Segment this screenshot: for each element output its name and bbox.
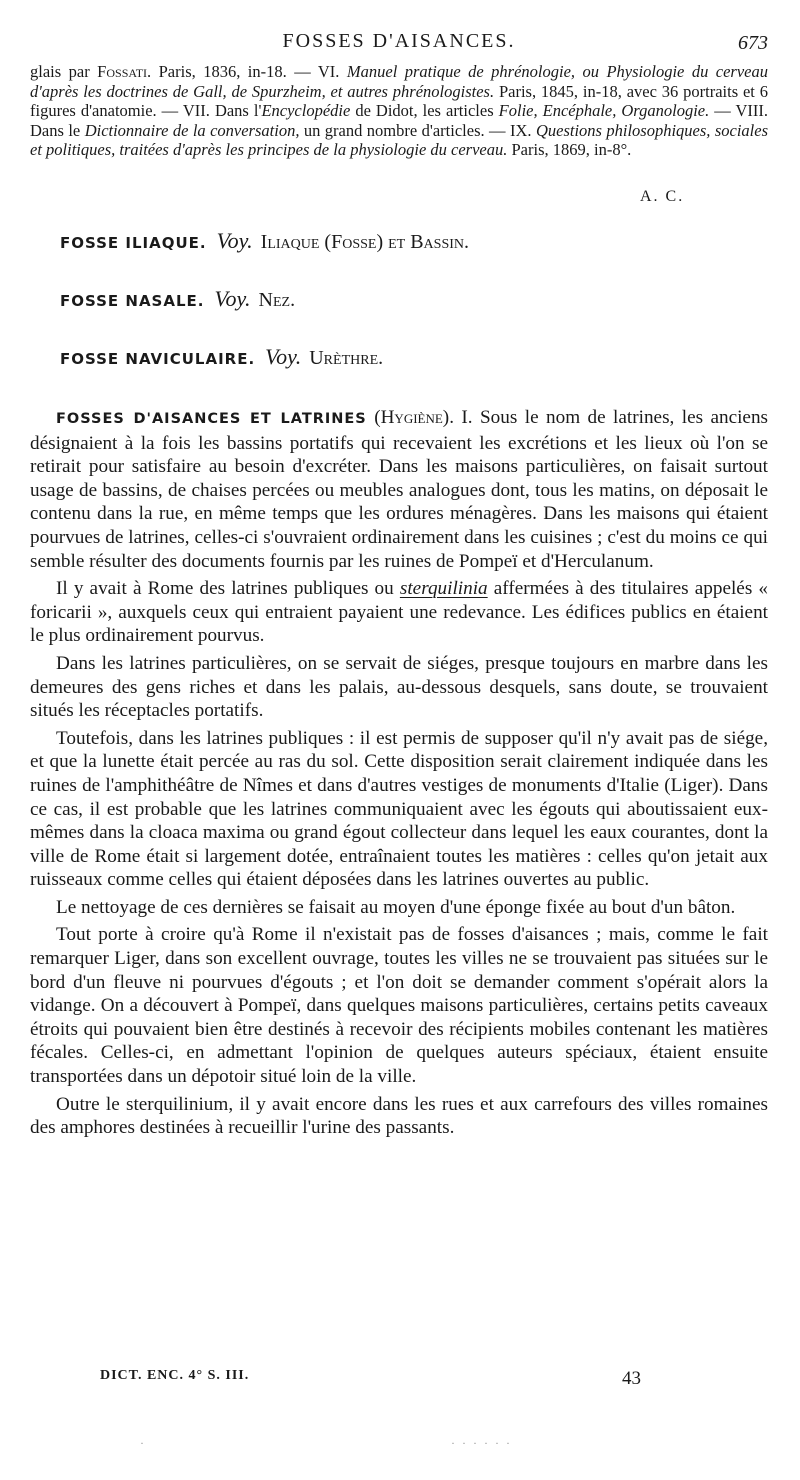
biblio-text: — VIII. Dans le	[30, 101, 769, 140]
biblio-text: un grand nombre d'articles. — IX.	[299, 120, 536, 140]
voy-label: Voy.	[265, 344, 302, 369]
biblio-text: Paris, 1845, in-18, avec 36 portraits et 6 figures d'anatomie. — VII. Dans l'	[30, 81, 768, 120]
biblio-title: Folie, Encéphale, Organologie.	[498, 101, 710, 120]
biblio-title: Dictionnaire de la conversation,	[84, 120, 300, 140]
entry-headword: FOSSE ILIAQUE.	[60, 234, 207, 252]
signature-mark: DICT. ENC. 4° S. III.	[100, 1368, 250, 1383]
bibliography-block	[30, 62, 768, 160]
biblio-text: glais par	[30, 62, 98, 81]
running-title: FOSSES D'AISANCES.	[282, 30, 516, 52]
sheet-number: 43	[622, 1368, 641, 1389]
page-footer	[100, 1368, 680, 1392]
paragraph: Le nettoyage de ces dernières se faisait au moyen d'une éponge fixée au bout d'un bâton.	[56, 896, 736, 918]
cross-reference-entry	[60, 286, 295, 312]
voy-label: Voy.	[216, 228, 253, 253]
entry-headword: FOSSE NAVICULAIRE.	[60, 350, 256, 368]
biblio-author: Fossati	[97, 62, 148, 81]
paragraph: Tout porte à croire qu'à Rome il n'existait pas de fosses d'aisances ; mais, comme le fait remarquer Liger, dans son excellent ouvrage, toutes les villes ne se trouvaient pas situées sur le bord d'un fleuve ni pourvues d'égouts ; et l'on doit se demander comment s'opérait alors la vidange. On a découvert à Pompeï, dans quelques maisons particulières, certains petits caveaux étroits qui pouvaient bien être destinés à recevoir des récipients mobiles contenant les matières fécales. Celles-ci, en admettant l'opinion de quelques auteurs spéciaux, étaient ensuite transportées dans un dépotoir situé loin de la ville.	[30, 924, 768, 1088]
biblio-title: Questions philosophiques, sociales et politiques, traitées d'après les principes de la physiologie du cerveau.	[30, 120, 769, 159]
paragraph-text: affermées à des titulaires appelés « foricarii », auxquels ceux qui entraient payaient une redevance. Les édifices publics en étaient le plus ordinairement pourvus.	[30, 578, 769, 647]
biblio-title: Manuel pratique de phrénologie, ou Physiologie du cerveau d'après les doctrines de Gall, de Spurzheim, et autres phrénologistes.	[30, 62, 769, 101]
running-header	[30, 30, 768, 58]
paragraph	[30, 577, 768, 648]
paragraph: Toutefois, dans les latrines publiques : il est permis de supposer qu'il n'y avait pas de siége, et que la lunette était percée au ras du sol. Cette disposition serait clairement indiquée dans les ruines de l'amphithéâtre de Nîmes et dans d'autres vestiges de monuments d'Italie (Liger). Dans ce cas, il est probable que les latrines communiquaient avec les égouts qui aboutissaient eux-mêmes dans la cloaca maxima ou grand égout collecteur dans lequel les eaux courantes, dont la ville de Rome était si largement dotée, entraînaient toutes les matières : celles qu'on jetait aux ruisseaux comme celles qui étaient déposées dans les latrines ouvertes au public.	[30, 727, 768, 891]
biblio-text: de Didot, les articles	[350, 101, 499, 120]
biblio-text: Paris, 1869, in-8°.	[507, 140, 632, 159]
paragraph-text: I. Sous le nom de latrines, les anciens désignaient à la fois les bassins portatifs qui recevaient les excrétions et les lieux où l'on se retirait pour satisfaire au besoin d'excréter. Dans les maisons particulières, on faisait surtout usage de bassins, de chaises percées ou meubles analogues dont, tous les matins, on déposait le contenu dans la rue, en même temps que les ordures ménagères. Dans les maisons qui étaient pourvues de latrines, celles-ci s'ouvraient ordinairement dans les cuisines ; c'est du moins ce qui semble résulter des documents fournis par les ruines de Pompeï et d'Herculanum.	[30, 407, 769, 572]
article-body	[30, 406, 768, 1144]
paragraph	[30, 406, 768, 573]
cross-reference-entry	[60, 344, 383, 370]
cross-reference-entry	[60, 228, 469, 254]
scan-artifact: · · · · · · ·	[140, 1436, 512, 1450]
biblio-title: Encyclopédie	[261, 101, 351, 120]
article-headword: FOSSES D'AISANCES ET LATRINES	[56, 411, 367, 427]
entry-reference: Urèthre.	[309, 347, 384, 369]
paragraph: Outre le sterquilinium, il y avait encore dans les rues et aux carrefours des villes romaines des amphores destinées à recueillir l'urine des passants.	[30, 1093, 768, 1139]
paragraph-text: Il y avait à Rome des latrines publiques ou	[56, 578, 400, 600]
author-initials: A. C.	[640, 188, 685, 205]
paragraph: Dans les latrines particulières, on se servait de siéges, presque toujours en marbre dans les demeures des gens riches et dans les palais, au-dessous desquels, sans doute, se trouvaient situés les réceptacles portatifs.	[30, 652, 768, 722]
voy-label: Voy.	[214, 286, 251, 311]
entry-reference: Iliaque (Fosse) et Bassin.	[260, 231, 470, 253]
entry-reference: Nez.	[258, 289, 296, 311]
article-subject: (Hygiène).	[374, 407, 454, 428]
biblio-text: . Paris, 1836, in-18. — VI.	[147, 62, 347, 81]
latin-term: sterquilinia	[399, 578, 488, 600]
page-number: 673	[738, 32, 768, 54]
entry-headword: FOSSE NASALE.	[60, 292, 205, 310]
